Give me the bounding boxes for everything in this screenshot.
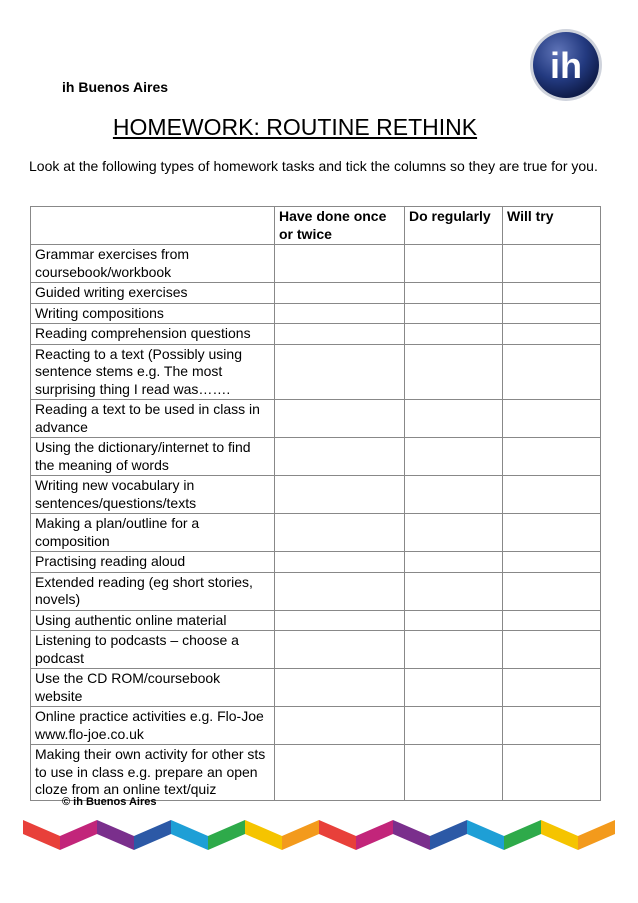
tick-cell-regularly[interactable] — [405, 245, 503, 283]
tick-cell-done-once[interactable] — [275, 303, 405, 324]
tick-cell-regularly[interactable] — [405, 745, 503, 801]
tick-cell-regularly[interactable] — [405, 669, 503, 707]
table-row — [31, 745, 601, 801]
tick-cell-done-once[interactable] — [275, 476, 405, 514]
zigzag-segment — [467, 820, 504, 850]
tick-cell-will-try[interactable] — [503, 669, 601, 707]
tick-cell-will-try[interactable] — [503, 707, 601, 745]
zigzag-segment — [171, 820, 208, 850]
task-label: Reacting to a text (Possibly using sentence stems e.g. The most surprising thing I read was……. — [31, 344, 275, 400]
zigzag-segment — [23, 820, 60, 850]
tick-cell-will-try[interactable] — [503, 324, 601, 345]
zigzag-segment — [541, 820, 578, 850]
task-label: Reading a text to be used in class in advance — [31, 400, 275, 438]
table-row — [31, 476, 601, 514]
tick-cell-will-try[interactable] — [503, 245, 601, 283]
tick-cell-done-once[interactable] — [275, 400, 405, 438]
task-label: Making a plan/outline for a composition — [31, 514, 275, 552]
zigzag-segment — [282, 820, 319, 850]
tick-cell-done-once[interactable] — [275, 514, 405, 552]
zigzag-segment — [356, 820, 393, 850]
tick-cell-regularly[interactable] — [405, 610, 503, 631]
page-title: HOMEWORK: ROUTINE RETHINK — [112, 114, 478, 140]
zigzag-segment — [208, 820, 245, 850]
tick-cell-regularly[interactable] — [405, 572, 503, 610]
tick-cell-done-once[interactable] — [275, 283, 405, 304]
table-row — [31, 631, 601, 669]
task-label: Extended reading (eg short stories, novels) — [31, 572, 275, 610]
zigzag-segment — [504, 820, 541, 850]
table-row — [31, 303, 601, 324]
zigzag-banner — [23, 810, 615, 858]
tick-cell-regularly[interactable] — [405, 514, 503, 552]
tick-cell-will-try[interactable] — [503, 476, 601, 514]
table-row — [31, 572, 601, 610]
tick-cell-regularly[interactable] — [405, 324, 503, 345]
task-label: Practising reading aloud — [31, 552, 275, 573]
tick-cell-done-once[interactable] — [275, 707, 405, 745]
tick-cell-done-once[interactable] — [275, 610, 405, 631]
zigzag-segment — [578, 820, 615, 850]
tick-cell-done-once[interactable] — [275, 572, 405, 610]
task-label: Online practice activities e.g. Flo-Joe www.flo-joe.co.uk — [31, 707, 275, 745]
task-label: Guided writing exercises — [31, 283, 275, 304]
tick-cell-done-once[interactable] — [275, 344, 405, 400]
task-label: Making their own activity for other sts to use in class e.g. prepare an open cloze from an online text/quiz — [31, 745, 275, 801]
header-row — [31, 207, 601, 245]
zigzag-segment — [245, 820, 282, 850]
zigzag-segment — [97, 820, 134, 850]
task-label: Listening to podcasts – choose a podcast — [31, 631, 275, 669]
tick-cell-done-once[interactable] — [275, 669, 405, 707]
tick-cell-will-try[interactable] — [503, 745, 601, 801]
task-label: Writing new vocabulary in sentences/questions/texts — [31, 476, 275, 514]
task-label: Using authentic online material — [31, 610, 275, 631]
zigzag-segment — [393, 820, 430, 850]
tick-cell-will-try[interactable] — [503, 631, 601, 669]
tick-cell-done-once[interactable] — [275, 438, 405, 476]
org-name: ih Buenos Aires — [62, 79, 169, 95]
zigzag-segment — [134, 820, 171, 850]
copyright: © ih Buenos Aires — [62, 796, 157, 808]
task-label: Use the CD ROM/coursebook website — [31, 669, 275, 707]
tick-cell-regularly[interactable] — [405, 552, 503, 573]
table-row — [31, 400, 601, 438]
ih-logo — [529, 28, 603, 102]
tick-cell-will-try[interactable] — [503, 438, 601, 476]
table-row — [31, 438, 601, 476]
table-row — [31, 514, 601, 552]
table-row — [31, 669, 601, 707]
table-row — [31, 552, 601, 573]
tick-cell-will-try[interactable] — [503, 610, 601, 631]
task-label: Grammar exercises from coursebook/workbook — [31, 245, 275, 283]
tick-cell-regularly[interactable] — [405, 303, 503, 324]
tick-cell-will-try[interactable] — [503, 344, 601, 400]
tick-cell-regularly[interactable] — [405, 438, 503, 476]
task-label: Writing compositions — [31, 303, 275, 324]
tick-cell-regularly[interactable] — [405, 283, 503, 304]
instructions: Look at the following types of homework tasks and tick the columns so they are true for you. — [29, 158, 598, 174]
tick-cell-will-try[interactable] — [503, 400, 601, 438]
tick-cell-done-once[interactable] — [275, 631, 405, 669]
table-row — [31, 245, 601, 283]
tick-cell-will-try[interactable] — [503, 552, 601, 573]
tick-cell-regularly[interactable] — [405, 631, 503, 669]
tick-cell-regularly[interactable] — [405, 476, 503, 514]
tick-cell-will-try[interactable] — [503, 303, 601, 324]
tick-cell-will-try[interactable] — [503, 572, 601, 610]
task-label: Reading comprehension questions — [31, 324, 275, 345]
tick-cell-will-try[interactable] — [503, 283, 601, 304]
zigzag-segment — [430, 820, 467, 850]
table-row — [31, 707, 601, 745]
tick-cell-regularly[interactable] — [405, 707, 503, 745]
task-label: Using the dictionary/internet to find the meaning of words — [31, 438, 275, 476]
homework-table — [30, 206, 601, 801]
table-row — [31, 283, 601, 304]
column-header-task — [31, 207, 275, 245]
column-header-regularly: Do regularly — [405, 207, 503, 245]
zigzag-segment — [60, 820, 97, 850]
tick-cell-regularly[interactable] — [405, 344, 503, 400]
tick-cell-done-once[interactable] — [275, 552, 405, 573]
tick-cell-regularly[interactable] — [405, 400, 503, 438]
column-header-will-try: Will try — [503, 207, 601, 245]
table-row — [31, 344, 601, 400]
table-row — [31, 610, 601, 631]
table-row — [31, 324, 601, 345]
column-header-done-once: Have done once or twice — [275, 207, 405, 245]
tick-cell-will-try[interactable] — [503, 514, 601, 552]
tick-cell-done-once[interactable] — [275, 745, 405, 801]
zigzag-segment — [319, 820, 356, 850]
tick-cell-done-once[interactable] — [275, 324, 405, 345]
logo-text: ih — [550, 45, 582, 86]
tick-cell-done-once[interactable] — [275, 245, 405, 283]
